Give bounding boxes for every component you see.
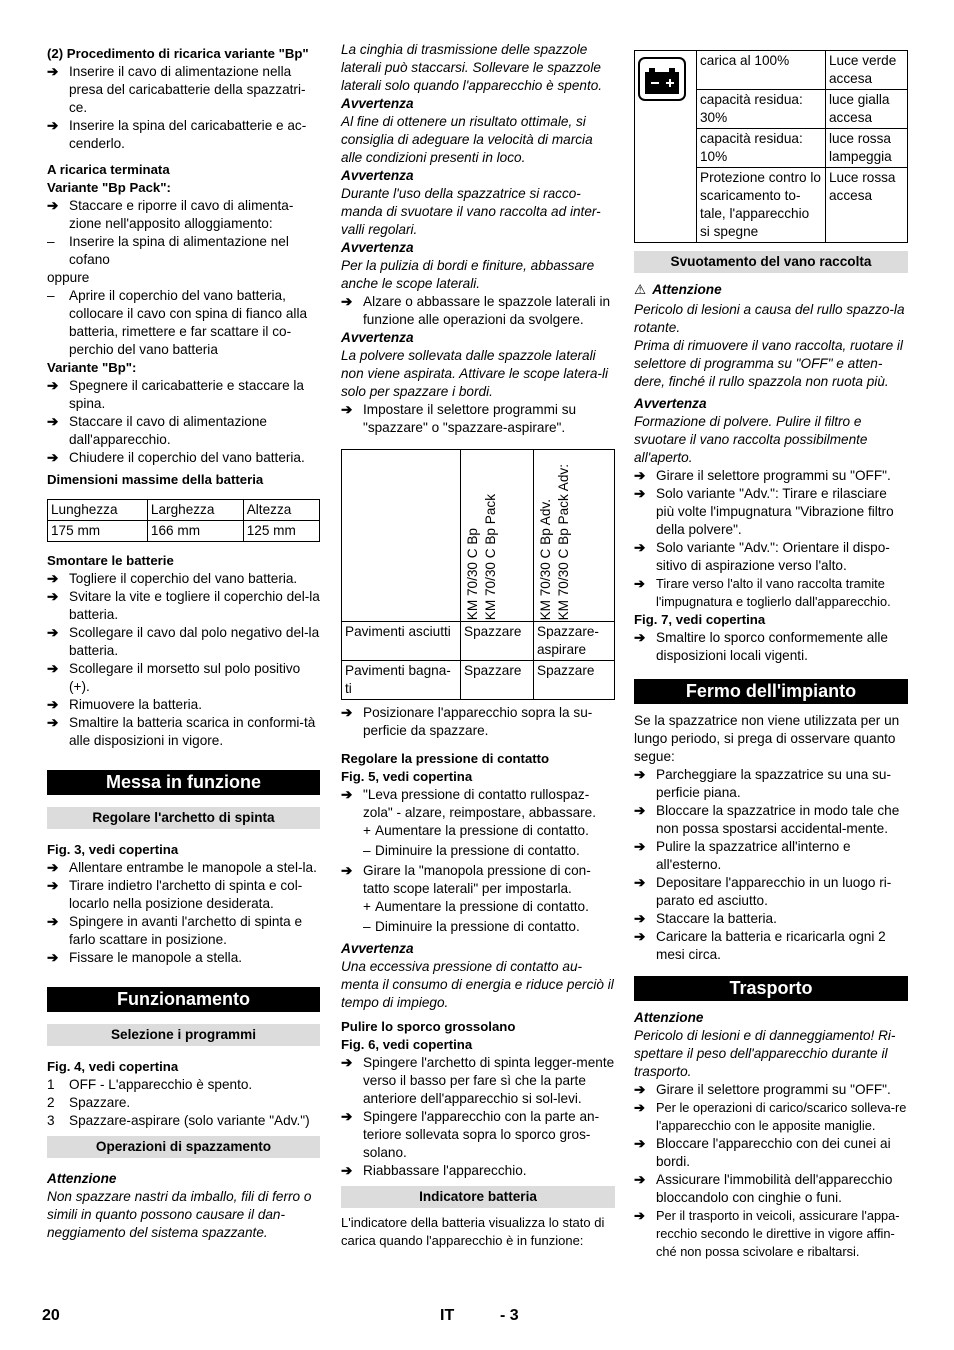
arrow-icon: ➔ (341, 863, 353, 878)
table-cell: capacità residua: 10% (697, 129, 826, 168)
arrow-icon: ➔ (634, 1100, 645, 1115)
list-item: ➔ Tirare indietro l'archetto di spinta e col-locarlo nella posizione desiderata. (47, 878, 303, 911)
attention-text: Pericolo di lesioni a causa del rullo spazzo-la rotante. (634, 302, 905, 335)
arrow-icon: ➔ (47, 64, 59, 79)
arrow-icon: ➔ (341, 705, 353, 720)
list-item: ➔ Fissare le manopole a stella. (47, 950, 243, 965)
column-1 (47, 45, 320, 1242)
list-item: ➔ Allentare entrambe le manopole a stel-la. (47, 860, 317, 875)
list-item: 3 Spazzare-aspirare (solo variante "Adv.") (47, 1113, 310, 1128)
table-cell: 166 mm (147, 521, 243, 542)
note-text: Al fine di ottenere un risultato ottimale, si consiglia di adeguare la velocità di marcia alle condizioni presenti in loco. (341, 114, 593, 165)
note-text: La polvere sollevata dalle spazzole laterali non viene aspirata. Attivare le scope latera-li solo per spazzare i bordi. (341, 348, 608, 399)
arrow-icon: ➔ (47, 697, 59, 712)
section-fermo: Fermo dell'impianto (634, 679, 908, 704)
note-label: Avvertenza (341, 168, 414, 183)
arrow-icon: ➔ (634, 929, 646, 944)
dim-title: Dimensioni massime della batteria (47, 472, 264, 487)
arrow-icon: ➔ (634, 911, 646, 926)
list-item: ➔ Girare la "manopola pressione di con-tatto scope laterali" per impostarla. (341, 863, 591, 896)
attention-label: Attenzione (47, 1171, 117, 1186)
table-header: Larghezza (147, 500, 243, 521)
battery-text: L'indicatore della batteria visualizza lo stato di carica quando l'apparecchio è in funzione: (341, 1215, 605, 1248)
list-item: ➔ Caricare la batteria e ricaricarla ogni 2 mesi circa. (634, 929, 886, 962)
list-item: ➔ Inserire il cavo di alimentazione nella presa del caricabatterie della spazzatri-ce. (47, 64, 306, 115)
arrow-icon: ➔ (341, 1163, 353, 1178)
proc-title: (2) Procedimento di ricarica variante "Bp" (47, 46, 309, 61)
list-item: 2 Spazzare. (47, 1095, 131, 1110)
list-item: ➔ Staccare e riporre il cavo di alimenta-zione nell'apposito alloggiamento: (47, 198, 294, 231)
arrow-icon: ➔ (634, 875, 646, 890)
arrow-icon: ➔ (47, 625, 59, 640)
list-item: ➔ Scollegare il cavo dal polo negativo del-la batteria. (47, 625, 320, 658)
list-item: ➔ Scollegare il morsetto sul polo positivo (+). (47, 661, 301, 694)
list-item: ➔ Depositare l'apparecchio in un luogo ri-parato ed asciutto. (634, 875, 892, 908)
list-item: ➔ Pulire la spazzatrice all'interno e all'esterno. (634, 839, 851, 872)
list-item: ➔ Rimuovere la batteria. (47, 697, 202, 712)
list-item: ➔ Bloccare l'apparecchio con dei cunei ai bordi. (634, 1136, 891, 1169)
list-item: ➔ Spingere in avanti l'archetto di spinta e farlo scattare in posizione. (47, 914, 303, 947)
table-cell: 175 mm (48, 521, 148, 542)
fig-ref: Fig. 7, vedi copertina (634, 612, 766, 627)
arrow-icon: ➔ (341, 294, 353, 309)
table-cell: capacità residua: 30% (697, 90, 826, 129)
fig-ref: Fig. 5, vedi copertina (341, 769, 473, 784)
dash-icon: – (47, 288, 55, 303)
list-item: ➔ Per il trasporto in veicoli, assicurare l'appa-recchio secondo le direttive in vigore affin-ché non possa scivolare e ribaltarsi. (634, 1208, 900, 1259)
column-3 (634, 50, 908, 1261)
table-row: Pavimenti bagna-ti Spazzare Spazzare (342, 661, 615, 700)
arrow-icon: ➔ (47, 118, 59, 133)
subsection-archetto: Regolare l'archetto di spinta (47, 807, 320, 829)
model-header: KM 70/30 C Bp KM 70/30 C Bp Pack (465, 493, 498, 620)
list-item: ➔ Solo variante "Adv.": Tirare e rilasciare più volte l'impugnatura "Vibrazione filtro della polvere". (634, 486, 894, 537)
attention-label: ⚠ Attenzione (634, 282, 722, 297)
table-cell: Luce verde accesa (826, 51, 908, 90)
note-label: Avvertenza (341, 240, 414, 255)
model-header: KM 70/30 C Bp Adv. KM 70/30 C Bp Pack Adv: (538, 463, 571, 620)
note-text: Durante l'uso della spazzatrice si racco-manda di svuotare il vano raccolta ad inter-valli regolari. (341, 186, 601, 237)
attention-text: Prima di rimuovere il vano raccolta, ruotare il selettore di programma su "OFF" e atten-dere, finché il rullo spazzola non ruota più. (634, 338, 903, 389)
table-cell: Luce rossa accesa (826, 168, 908, 243)
oppure-text: oppure (47, 270, 90, 285)
table-cell: luce gialla accesa (826, 90, 908, 129)
list-item: ➔ Togliere il coperchio del vano batteria. (47, 571, 298, 586)
table-row: Pavimenti asciutti Spazzare Spazzare-aspirare (342, 622, 615, 661)
arrow-icon: ➔ (47, 715, 59, 730)
arrow-icon: ➔ (341, 787, 353, 802)
subsection-operazioni: Operazioni di spazzamento (47, 1136, 320, 1158)
arrow-icon: ➔ (634, 767, 646, 782)
list-item: ➔ Staccare il cavo di alimentazione dall'apparecchio. (47, 414, 267, 447)
table-cell: Protezione contro lo scaricamento to-tale, l'apparecchio si spegne (697, 168, 826, 243)
list-item: ➔ Smaltire lo sporco conformemente alle disposizioni locali vigenti. (634, 630, 888, 663)
arrow-icon: ➔ (47, 860, 59, 875)
remove-title: Smontare le batterie (47, 553, 174, 568)
list-item: ➔ Svitare la vite e togliere il coperchio del-la batteria. (47, 589, 320, 622)
bppack-title: Variante "Bp Pack": (47, 180, 171, 195)
table-header: Altezza (243, 500, 319, 521)
arrow-icon: ➔ (47, 950, 59, 965)
arrow-icon: ➔ (47, 589, 59, 604)
list-item: ➔ Smaltire la batteria scarica in conformi-tà alle disposizioni in vigore. (47, 715, 316, 748)
arrow-icon: ➔ (634, 803, 646, 818)
list-item: ➔ Spingere l'apparecchio con la parte an-teriore sollevata sopra lo sporco gros-solano. (341, 1109, 600, 1160)
list-item: ➔ Bloccare la spazzatrice in modo tale che non possa spostarsi accidental-mente. (634, 803, 900, 836)
note-text: Per la pulizia di bordi e finiture, abbassare anche le scope laterali. (341, 258, 595, 291)
attention-text: Non spazzare nastri da imballo, fili di ferro o simili in quanto possono causare il dan-neggiamento del sistema spazzante. (47, 1189, 312, 1240)
fermo-text: Se la spazzatrice non viene utilizzata per un lungo periodo, si prega di osservare quanto segue: (634, 713, 900, 764)
fig-ref: Fig. 3, vedi copertina (47, 842, 179, 857)
note-text: Formazione di polvere. Pulire il filtro e svuotare il vano raccolta possibilmente all'aperto. (634, 414, 868, 465)
note-label: Avvertenza (341, 96, 414, 111)
bp-title: Variante "Bp": (47, 360, 137, 375)
list-item: ➔ Per le operazioni di carico/scarico solleva-re l'apparecchio con le apposite maniglie. (634, 1100, 907, 1133)
section-funzionamento: Funzionamento (47, 987, 320, 1012)
attention-text: Pericolo di lesioni e di danneggiamento! Ri-spettare il peso dell'apparecchio durante il trasporto. (634, 1028, 896, 1079)
press-title: Regolare la pressione di contatto (341, 751, 550, 766)
list-item: ➔ Girare il selettore programmi su "OFF". (634, 1082, 891, 1097)
list-item: ➔ Impostare il selettore programmi su "spazzare" o "spazzare-aspirare". (341, 402, 577, 435)
subsection-indicatore: Indicatore batteria (341, 1186, 615, 1208)
intro-text: La cinghia di trasmissione delle spazzole laterali può staccarsi. Sollevare le spazzole laterali solo quando l'apparecchio è spento. (341, 42, 603, 93)
list-item: – Aprire il coperchio del vano batteria, collocare il cavo con spina di fianco alla batteria, rimettere e far scattare il co-perchio del vano batteria (47, 288, 308, 357)
battery-status-table (634, 50, 908, 243)
arrow-icon: ➔ (634, 1208, 645, 1223)
arrow-icon: ➔ (634, 1172, 646, 1187)
arrow-icon: ➔ (634, 839, 646, 854)
fig-ref: Fig. 4, vedi copertina (47, 1059, 179, 1074)
arrow-icon: ➔ (634, 630, 646, 645)
section-number: - 3 (500, 1307, 519, 1324)
language-code: IT (440, 1307, 455, 1324)
list-item: ➔ Posizionare l'apparecchio sopra la su-perficie da spazzare. (341, 705, 593, 738)
list-item: ➔ Tirare verso l'alto il vano raccolta tramite l'impugnatura e toglierlo dall'apparecchio. (634, 576, 891, 609)
table-cell: carica al 100% (697, 51, 826, 90)
battery-icon (638, 57, 686, 101)
warning-icon: ⚠ (634, 282, 647, 297)
arrow-icon: ➔ (634, 1082, 646, 1097)
gross-title: Pulire lo sporco grossolano (341, 1019, 516, 1034)
list-item: – Inserire la spina di alimentazione nel cofano (47, 234, 289, 267)
arrow-icon: ➔ (47, 414, 59, 429)
arrow-icon: ➔ (634, 1136, 646, 1151)
note-text: Una eccessiva pressione di contatto au-menta il consumo di energia e riduce perciò il tempo di impiego. (341, 959, 614, 1010)
arrow-icon: ➔ (47, 914, 59, 929)
table-cell: 125 mm (243, 521, 319, 542)
section-trasporto: Trasporto (634, 976, 908, 1001)
arrow-icon: ➔ (634, 468, 646, 483)
arrow-icon: ➔ (634, 486, 646, 501)
arrow-icon: ➔ (47, 450, 59, 465)
page-number: 20 (42, 1307, 60, 1324)
list-item: ➔ Parcheggiare la spazzatrice su una su-perficie piana. (634, 767, 891, 800)
list-item: ➔ Spingere l'archetto di spinta legger-mente verso il basso per fare sì che la parte anteriore dell'apparecchio si sol-levi. (341, 1055, 615, 1106)
list-item: ➔ Chiudere il coperchio del vano batteria. (47, 450, 305, 465)
list-item: ➔ Riabbassare l'apparecchio. (341, 1163, 527, 1178)
end-title: A ricarica terminata (47, 162, 170, 177)
table-header: Lunghezza (48, 500, 148, 521)
note-label: Avvertenza (634, 396, 707, 411)
list-item: ➔ Staccare la batteria. (634, 911, 777, 926)
dash-icon: – (47, 234, 55, 249)
list-item: ➔ Inserire la spina del caricabatterie e ac-cenderlo. (47, 118, 307, 151)
list-item: ➔ Girare il selettore programmi su "OFF". (634, 468, 891, 483)
subsection-selezione: Selezione i programmi (47, 1024, 320, 1046)
arrow-icon: ➔ (47, 198, 59, 213)
list-item: ➔ Solo variante "Adv.": Orientare il dispo-sitivo di aspirazione verso l'alto. (634, 540, 890, 573)
list-item: ➔ "Leva pressione di contatto rullospaz-zola" - alzare, reimpostare, abbassare. (341, 787, 597, 820)
arrow-icon: ➔ (47, 661, 59, 676)
program-table (341, 449, 615, 700)
arrow-icon: ➔ (634, 540, 646, 555)
column-2: La cinghia di trasmissione delle spazzole laterali può staccarsi. Sollevare le spazzole laterali solo quando l'apparecchio è spento. Avvertenza Al fine di ottenere un risultato ottimale, si consiglia di adeguare la velocità di marcia alle condizioni presenti in loco. Avvertenza Durante l'uso della spazzatrice si racco-manda di svuotare il vano raccolta ad inter-valli regolari. Avvertenza Per la pulizia di bordi e finiture, abbassare anche le scope laterali. ➔ Alzare o abbassare le spazzole laterali in funzione alle operazioni da svolgere. Avvertenza La polvere sollevata dalle spazzole laterali non viene aspirata. Attivare le scope latera-li solo per spazzare i bordi. ➔ Impostare il selettore programmi su "spazzare" o "spazzare-aspirare". KM 70/30 C Bp KM 70/30 C Bp Pack KM 70/30 C Bp Adv. KM 70/30 C Bp Pack Adv: Pavimenti asciutti Spazzare Spazzare-aspirare Pavimenti bagna-ti Spazzare Spazzare ➔ Posizionare l'apparecchio sopra la su-perficie da spazzare. Regolare la pressione di contatto Fig. 5, vedi copertina ➔ "Leva pressione di contatto rullospaz-zola" - alzare, reimpostare, abbassare. + Aumentare la pressione di contatto. – Diminuire la pressione di contatto. ➔ Girare la "manopola pressione di con-tatto scope laterali" per impostarla. + Aumentare la pressione di contatto. – Diminuire la pressione di contatto. Avvertenza Una eccessiva pressione di contatto au-menta il consumo di energia e riduce perciò il tempo di impiego. Pulire lo sporco grossolano Fig. 6, vedi copertina ➔ Spingere l'archetto di spinta legger-mente verso il basso per fare sì che la parte anteriore dell'apparecchio si sol-levi. ➔ Spingere l'apparecchio con la parte an-teriore sollevata sopra lo sporco gros-solano. ➔ Riabbassare l'apparecchio. Indicatore batteria L'indicatore della batteria visualizza lo stato di carica quando l'apparecchio è in funzione: (341, 42, 615, 1248)
list-item: 1 OFF - L'apparecchio è spento. (47, 1077, 253, 1092)
list-item: ➔ Spegnere il caricabatterie e staccare la spina. (47, 378, 304, 411)
arrow-icon: ➔ (634, 576, 645, 591)
note-label: Avvertenza (341, 330, 414, 345)
list-item: ➔ Alzare o abbassare le spazzole laterali in funzione alle operazioni da svolgere. (341, 294, 611, 327)
arrow-icon: ➔ (47, 378, 59, 393)
arrow-icon: ➔ (341, 1109, 353, 1124)
arrow-icon: ➔ (47, 571, 59, 586)
list-item: ➔ Assicurare l'immobilità dell'apparecchio bloccandolo con cinghie o funi. (634, 1172, 893, 1205)
section-messa-in-funzione: Messa in funzione (47, 770, 320, 795)
arrow-icon: ➔ (341, 402, 353, 417)
table-cell: luce rossa lampeggia (826, 129, 908, 168)
battery-dimensions-table (47, 499, 320, 542)
fig-ref: Fig. 6, vedi copertina (341, 1037, 473, 1052)
subsection-svuotamento: Svuotamento del vano raccolta (634, 251, 908, 273)
arrow-icon: ➔ (47, 878, 59, 893)
note-label: Avvertenza (341, 941, 414, 956)
arrow-icon: ➔ (341, 1055, 353, 1070)
attention-label: Attenzione (634, 1010, 704, 1025)
